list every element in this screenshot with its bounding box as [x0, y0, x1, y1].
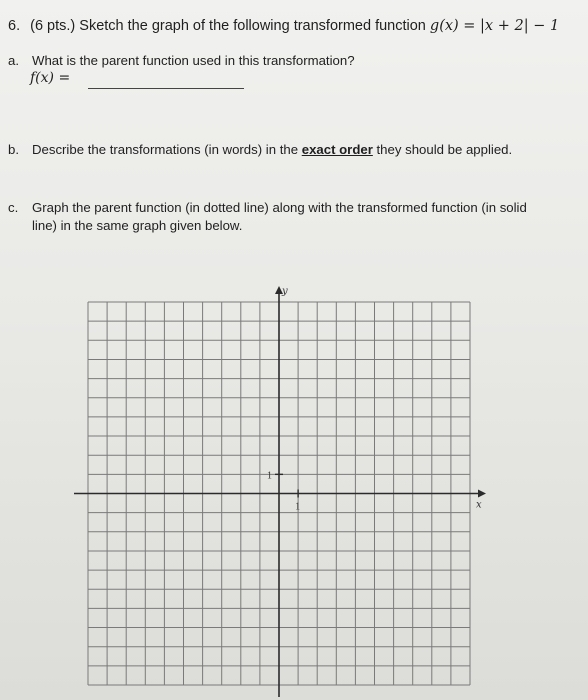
- function-expression: g(x) = |x + 2| − 1: [429, 18, 560, 34]
- part-a-text: What is the parent function used in this transformation?: [32, 53, 355, 68]
- part-c-label: c.: [8, 200, 19, 215]
- part-c-text-line2: line) in the same graph given below.: [32, 218, 243, 233]
- y-axis-label: y: [282, 286, 288, 297]
- y-tick-label: 1: [267, 470, 272, 482]
- x-axis-label: x: [476, 499, 482, 511]
- part-b-text-after: they should be applied.: [372, 142, 513, 157]
- part-c-text-line1: Graph the parent function (in dotted line) along with the transformed function (in solid: [32, 200, 527, 215]
- axes: [74, 286, 486, 697]
- question-text: (6 pts.) Sketch the graph of the following transformed function: [30, 18, 426, 34]
- x-tick-label: 1: [295, 501, 301, 513]
- part-b-text-before: Describe the transformations (in words) in the: [32, 142, 302, 157]
- part-b-label: b.: [8, 142, 19, 157]
- question-number: 6.: [8, 18, 21, 34]
- part-b-emphasis: exact order: [301, 142, 373, 157]
- part-a-label: a.: [8, 53, 19, 68]
- x-axis-arrow-icon: [478, 490, 486, 498]
- parent-function-prompt: f(x) =: [30, 70, 71, 86]
